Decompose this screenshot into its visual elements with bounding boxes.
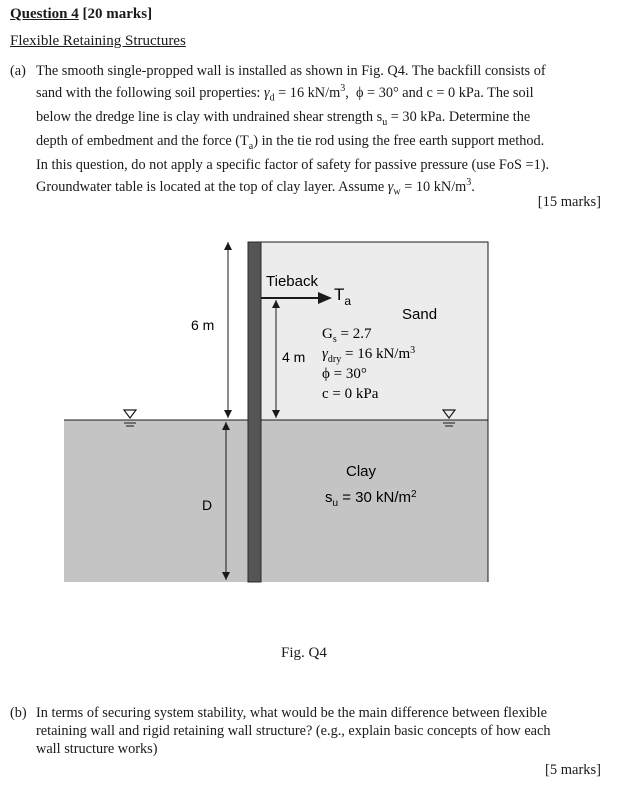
ta-label: $T_a$ <box>334 285 352 308</box>
part-b-line-3: wall structure works) <box>36 741 158 758</box>
dim-6m-label: 6 m <box>191 317 215 333</box>
part-a-line-4: depth of embedment and the force $(T_a)$ in the tie rod using the free earth support method. <box>36 133 545 152</box>
clay-layer <box>64 420 488 582</box>
part-a-marks: [15 marks] <box>537 194 601 210</box>
part-b-line-2: retaining wall and rigid retaining wall structure? (e.g., explain basic concepts of how each <box>36 723 551 740</box>
retaining-wall <box>248 242 261 582</box>
part-a-line-5: In this question, do not apply a specific factor of safety for passive pressure (use FoS =1). <box>36 157 550 174</box>
part-a-line-1: The smooth single-propped wall is installed as shown in Fig. Q4. The backfill consists of <box>36 63 546 79</box>
part-b-label: (b) <box>10 705 27 721</box>
part-a-line-3: below the dredge line is clay with undrained shear strength $s_u = 30$ kPa. Determine the <box>36 109 531 128</box>
clay-label: Clay <box>346 463 377 480</box>
part-a-text <box>36 62 608 202</box>
question-header <box>10 6 152 23</box>
su-label: $s_u = 30$ $kN/m^2$ <box>325 489 417 509</box>
part-b-text <box>36 704 608 759</box>
dim-4m-label: 4 m <box>282 349 306 365</box>
dim-d-label: D <box>202 497 213 513</box>
figure-caption: Fig. Q4 <box>281 645 327 661</box>
figure-q4 <box>0 230 621 590</box>
question-marks: [20 marks] <box>82 6 153 22</box>
dim-6m-arrow-top <box>224 242 232 250</box>
part-a-line-6: Groundwater table is located at the top of clay layer. Assume $\gamma_w = 10$ $kN/m^3$. <box>36 177 475 198</box>
gs-label: $G_s = 2.7$ <box>322 326 372 345</box>
phi-label: ϕ = 30° <box>322 366 367 382</box>
sand-label: Sand <box>402 306 438 323</box>
part-a-label: (a) <box>10 63 26 79</box>
section-title: Flexible Retaining Structures <box>10 33 186 49</box>
dim-6m-arrow-bottom <box>224 410 232 418</box>
part-b-marks: [5 marks] <box>545 762 601 778</box>
part-b-line-1: In terms of securing system stability, what would be the main difference between flexible <box>36 705 547 721</box>
question-number: Question 4 <box>10 6 79 22</box>
c-label: c = 0 kPa <box>322 386 379 402</box>
part-a-line-2: sand with the following soil properties: $\gamma_d = 16$ $kN/m^3$, ϕ = 30° and c = 0 kPa. The soil <box>36 83 534 104</box>
tieback-label: Tieback <box>266 273 318 290</box>
gdry-label: $\gamma_{dry} = 16$ $kN/m^3$ <box>322 345 416 365</box>
